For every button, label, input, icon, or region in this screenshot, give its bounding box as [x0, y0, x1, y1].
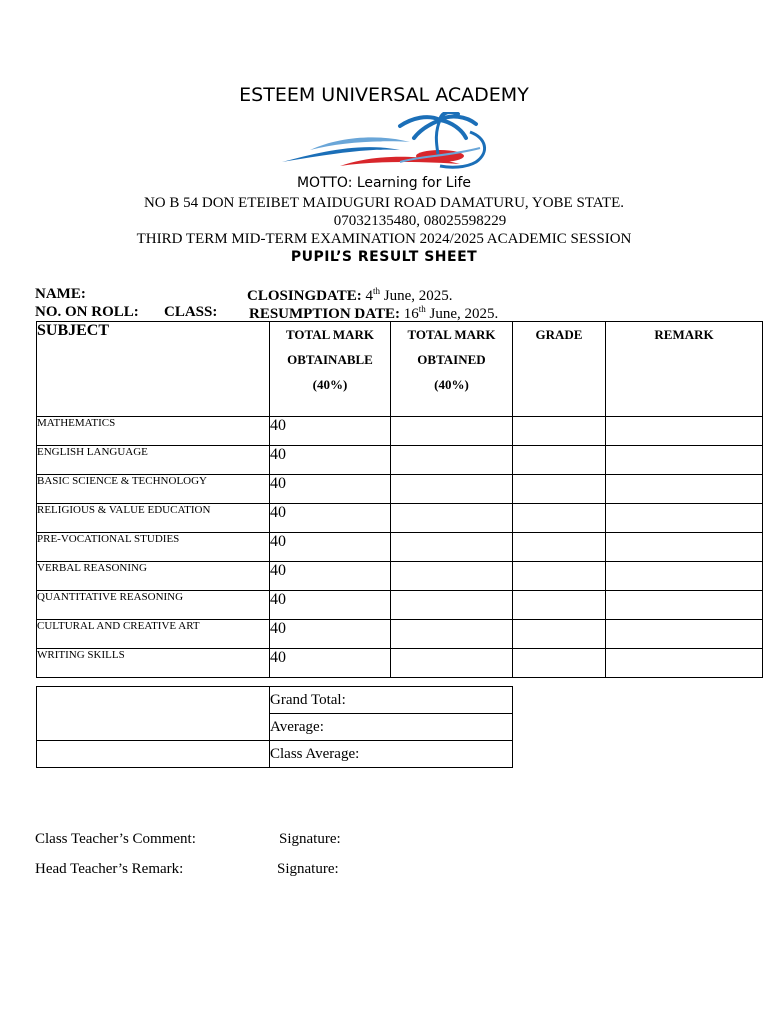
mark-obtainable: 40: [270, 562, 391, 591]
school-address: NO B 54 DON ETEIBET MAIDUGURI ROAD DAMATURU, YOBE STATE.: [143, 195, 625, 211]
closing-date-day: 4: [365, 288, 373, 304]
remark-cell[interactable]: [606, 504, 763, 533]
table-row: [37, 649, 763, 678]
table-header-row: [37, 322, 763, 417]
roll-field: [35, 304, 139, 321]
table-row: [37, 504, 763, 533]
grade-cell[interactable]: [513, 446, 606, 475]
exam-title: THIRD TERM MID-TERM EXAMINATION 2024/2025 ACADEMIC SESSION: [136, 231, 632, 247]
table-row: [37, 591, 763, 620]
subject-name: WRITING SKILLS: [37, 649, 270, 678]
table-row: [37, 533, 763, 562]
subject-header: SUBJECT: [37, 322, 270, 417]
table-row: [37, 562, 763, 591]
totals-blank-cell: [37, 687, 270, 741]
remark-cell[interactable]: [606, 620, 763, 649]
resumption-date-rest: June, 2025.: [425, 306, 499, 322]
remark-cell[interactable]: [606, 533, 763, 562]
subject-name: CULTURAL AND CREATIVE ART: [37, 620, 270, 649]
class-average-label[interactable]: Class Average:: [270, 741, 513, 768]
head-teacher-signature[interactable]: Signature:: [277, 861, 339, 877]
results-table: [36, 321, 763, 678]
remark-cell[interactable]: [606, 591, 763, 620]
resumption-date-day: 16: [403, 306, 419, 322]
mark-obtained-cell[interactable]: [391, 475, 513, 504]
subject-name: MATHEMATICS: [37, 417, 270, 446]
mark-obtainable: 40: [270, 533, 391, 562]
remark-cell[interactable]: [606, 475, 763, 504]
closing-date: [247, 286, 453, 305]
grade-cell[interactable]: [513, 504, 606, 533]
table-row: [37, 620, 763, 649]
table-row: [37, 417, 763, 446]
subject-name: VERBAL REASONING: [37, 562, 270, 591]
remark-cell[interactable]: [606, 446, 763, 475]
sheet-title: PUPIL’S RESULT SHEET: [290, 249, 478, 265]
grade-cell[interactable]: [513, 417, 606, 446]
obtained-header-line: (40%): [434, 377, 469, 392]
name-label: NAME:: [35, 286, 86, 302]
totals-row: [37, 741, 513, 768]
obtainable-header-line: (40%): [312, 377, 348, 392]
school-phones: 07032135480, 08025598229: [333, 213, 507, 229]
mark-obtainable: 40: [270, 417, 391, 446]
subject-name: ENGLISH LANGUAGE: [37, 446, 270, 475]
grade-cell[interactable]: [513, 475, 606, 504]
obtained-header-line: OBTAINED: [417, 352, 486, 367]
mark-obtained-cell[interactable]: [391, 417, 513, 446]
remark-cell[interactable]: [606, 562, 763, 591]
mark-obtained-cell[interactable]: [391, 562, 513, 591]
average-label[interactable]: Average:: [270, 714, 513, 741]
table-row: [37, 446, 763, 475]
school-name: ESTEEM UNIVERSAL ACADEMY: [239, 84, 529, 106]
class-average-blank-cell: [37, 741, 270, 768]
resumption-date-label: RESUMPTION DATE:: [249, 306, 400, 322]
mark-obtained-cell[interactable]: [391, 649, 513, 678]
remark-cell[interactable]: [606, 417, 763, 446]
obtained-header-line: TOTAL MARK: [407, 327, 496, 342]
obtainable-header-line: OBTAINABLE: [287, 352, 373, 367]
grade-cell[interactable]: [513, 649, 606, 678]
roll-label: NO. ON ROLL:: [35, 304, 139, 320]
mark-obtainable: 40: [270, 591, 391, 620]
obtainable-header-line: TOTAL MARK: [285, 327, 374, 342]
mark-obtained-cell[interactable]: [391, 620, 513, 649]
closing-date-suffix: th: [373, 286, 381, 296]
grade-header: GRADE: [513, 322, 606, 417]
mark-obtainable: 40: [270, 446, 391, 475]
remark-cell[interactable]: [606, 649, 763, 678]
subject-name: PRE-VOCATIONAL STUDIES: [37, 533, 270, 562]
obtainable-header: [270, 322, 391, 417]
grade-cell[interactable]: [513, 620, 606, 649]
grade-cell[interactable]: [513, 591, 606, 620]
school-motto: MOTTO: Learning for Life: [296, 175, 472, 191]
mark-obtainable: 40: [270, 504, 391, 533]
name-field: [35, 286, 86, 303]
subject-name: RELIGIOUS & VALUE EDUCATION: [37, 504, 270, 533]
mark-obtainable: 40: [270, 475, 391, 504]
class-field: [164, 304, 217, 321]
obtained-header: [391, 322, 513, 417]
subject-name: QUANTITATIVE REASONING: [37, 591, 270, 620]
school-logo-icon: [280, 112, 492, 177]
class-teacher-comment[interactable]: Class Teacher’s Comment:: [35, 831, 196, 847]
grade-cell[interactable]: [513, 562, 606, 591]
mark-obtained-cell[interactable]: [391, 446, 513, 475]
remark-header: REMARK: [606, 322, 763, 417]
head-teacher-remark[interactable]: Head Teacher’s Remark:: [35, 861, 184, 877]
mark-obtainable: 40: [270, 620, 391, 649]
mark-obtained-cell[interactable]: [391, 591, 513, 620]
totals-table: [36, 686, 513, 768]
totals-row: [37, 687, 513, 714]
subject-name: BASIC SCIENCE & TECHNOLOGY: [37, 475, 270, 504]
mark-obtained-cell[interactable]: [391, 533, 513, 562]
grade-cell[interactable]: [513, 533, 606, 562]
grand-total-label[interactable]: Grand Total:: [270, 687, 513, 714]
class-label: CLASS:: [164, 304, 218, 320]
closing-date-rest: June, 2025.: [380, 288, 453, 304]
closing-date-label: CLOSINGDATE:: [247, 288, 362, 304]
mark-obtained-cell[interactable]: [391, 504, 513, 533]
mark-obtainable: 40: [270, 649, 391, 678]
resumption-date-suffix: th: [418, 304, 426, 314]
table-row: [37, 475, 763, 504]
class-teacher-signature[interactable]: Signature:: [279, 831, 341, 847]
